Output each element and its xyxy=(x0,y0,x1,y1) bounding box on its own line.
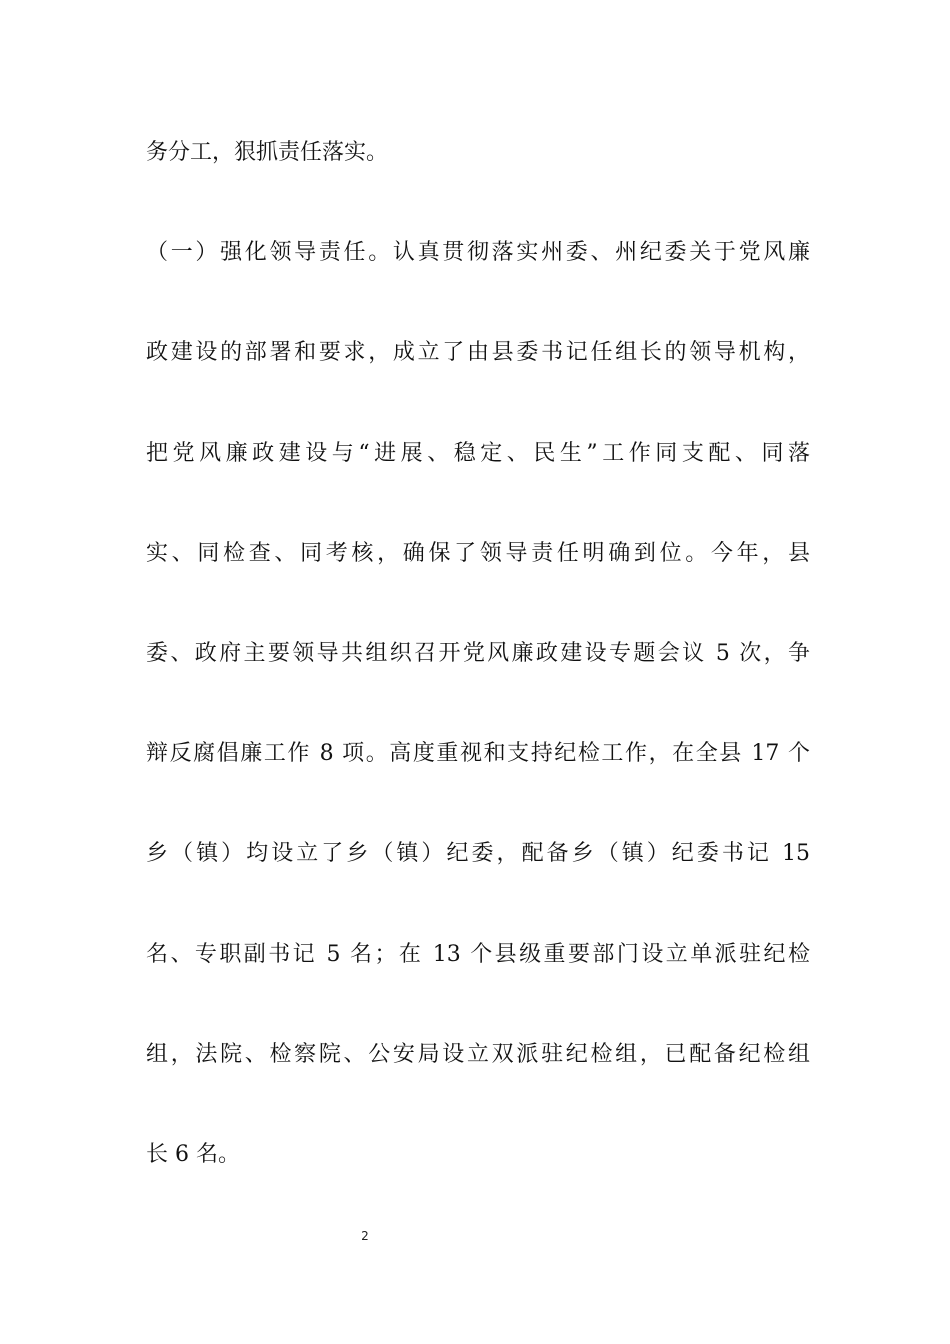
text-line: 乡（镇）均设立了乡（镇）纪委，配备乡（镇）纪委书记 15 xyxy=(146,841,810,867)
text-line: （一）强化领导责任。认真贯彻落实州委、州纪委关于党风廉 xyxy=(146,240,810,266)
text-line: 名、专职副书记 5 名；在 13 个县级重要部门设立单派驻纪检 xyxy=(146,941,810,967)
page-number: 2 xyxy=(361,1229,369,1243)
text-line: 实、同检查、同考核，确保了领导责任明确到位。今年，县 xyxy=(146,540,810,566)
text-line: 辩反腐倡廉工作 8 项。高度重视和支持纪检工作，在全县 17 个 xyxy=(146,741,810,767)
text-line: 务分工，狠抓责任落实。 xyxy=(146,140,389,165)
text-line: 委、政府主要领导共组织召开党风廉政建设专题会议 5 次，争 xyxy=(146,640,810,666)
body-text xyxy=(146,128,810,1230)
text-line: 把党风廉政建设与“进展、稳定、民生”工作同支配、同落 xyxy=(146,440,810,466)
text-line: 组，法院、检察院、公安局设立双派驻纪检组，已配备纪检组 xyxy=(146,1041,810,1067)
text-line: 长 6 名。 xyxy=(146,1141,240,1167)
text-line: 政建设的部署和要求，成立了由县委书记任组长的领导机构， xyxy=(146,340,810,366)
